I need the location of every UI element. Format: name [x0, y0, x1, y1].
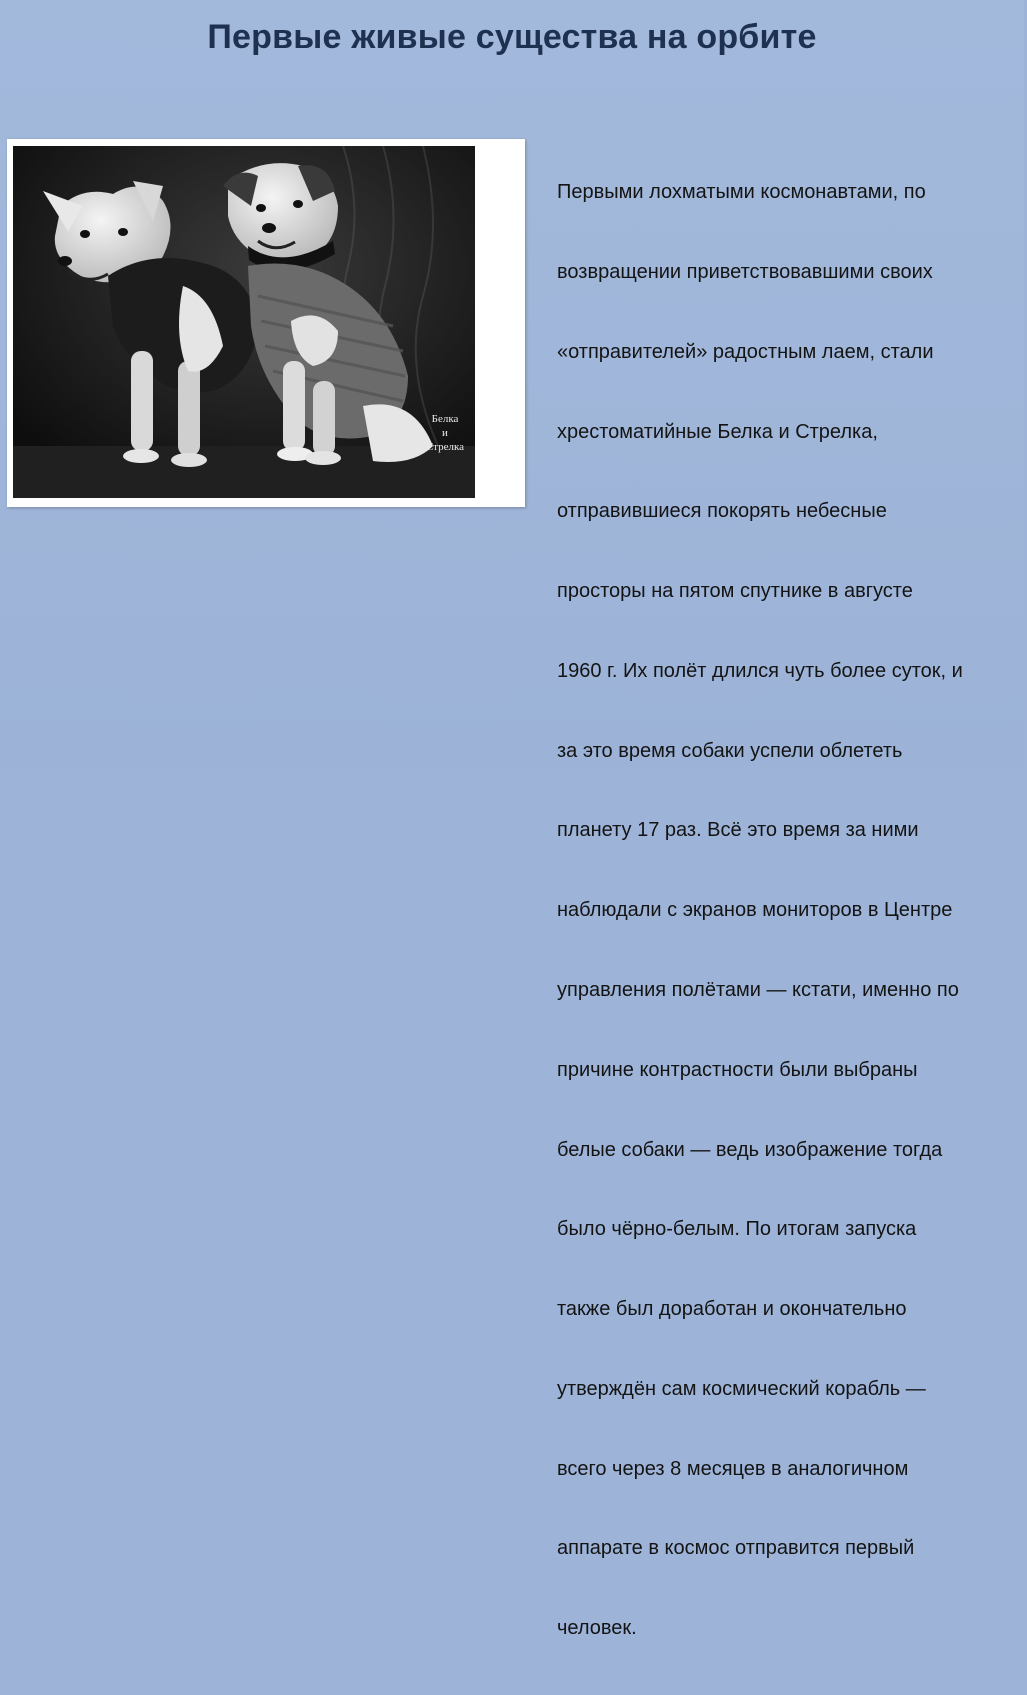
- body-line: человек.: [557, 1617, 637, 1640]
- photo-caption: [421, 412, 469, 454]
- body-line: 1960 г. Их полёт длился чуть более суток, и: [557, 659, 963, 682]
- body-line: также был доработан и окончательно: [557, 1298, 907, 1321]
- body-line: за это время собаки успели облететь: [557, 739, 903, 762]
- body-line: Первыми лохматыми космонавтами, по: [557, 181, 926, 204]
- body-line: аппарате в космос отправится первый: [557, 1537, 915, 1560]
- photo-frame: [7, 139, 525, 507]
- body-line: белые собаки — ведь изображение тогда: [557, 1138, 943, 1161]
- body-line: «отправителей» радостным лаем, стали: [557, 340, 934, 363]
- body-line: просторы на пятом спутнике в августе: [557, 580, 913, 603]
- body-line: возвращении приветствовавшими своих: [557, 260, 933, 283]
- slide-title: Первые живые существа на орбите: [207, 18, 817, 56]
- dogs-photo: [13, 146, 475, 498]
- caption-line-2: и: [442, 427, 448, 439]
- dogs-illustration: [13, 146, 475, 498]
- body-line: наблюдали с экранов мониторов в Центре: [557, 899, 953, 922]
- caption-line-1: Белка: [431, 413, 459, 425]
- body-line: было чёрно-белым. По итогам запуска: [557, 1218, 917, 1241]
- body-text: [557, 126, 1027, 1695]
- body-line: отправившиеся покорять небесные: [557, 500, 887, 523]
- body-line: хрестоматийные Белка и Стрелка,: [557, 420, 878, 443]
- caption-line-3: Стрелка: [425, 441, 465, 453]
- body-line: причине контрастности были выбраны: [557, 1058, 918, 1081]
- body-line: управления полётами — кстати, именно по: [557, 979, 959, 1001]
- body-line: планету 17 раз. Всё это время за ними: [557, 819, 919, 842]
- body-line: утверждён сам космический корабль —: [557, 1377, 926, 1400]
- body-line: всего через 8 месяцев в аналогичном: [557, 1457, 909, 1480]
